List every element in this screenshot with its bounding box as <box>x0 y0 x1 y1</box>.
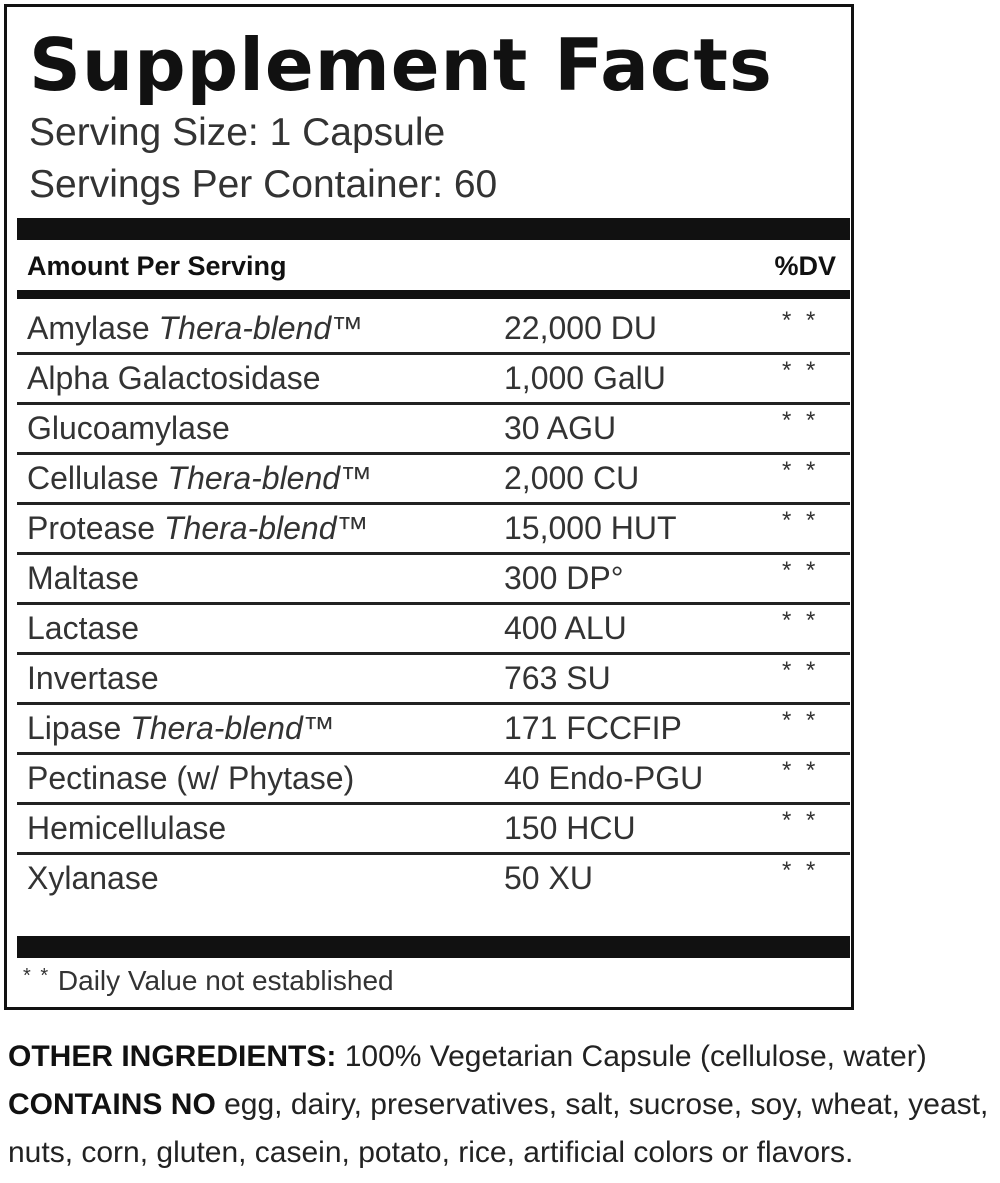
ingredient-name <box>27 510 369 547</box>
table-row <box>17 755 850 805</box>
ingredient-name-text: Invertase <box>27 660 159 696</box>
ingredient-name <box>27 610 139 647</box>
ingredient-blend: Thera-blend™ <box>167 460 373 496</box>
contains-no-label: CONTAINS NO <box>8 1088 216 1121</box>
ingredient-dv: * * <box>782 357 820 384</box>
header-divider-bar <box>17 290 850 299</box>
table-row <box>17 705 850 755</box>
ingredient-amount: 2,000 CU <box>504 460 640 496</box>
ingredient-table <box>17 305 850 905</box>
table-row <box>17 655 850 705</box>
ingredient-name-text: Lipase <box>27 710 122 746</box>
ingredient-statement <box>8 1033 998 1177</box>
other-ingredients-label: OTHER INGREDIENTS: <box>8 1040 337 1073</box>
ingredient-amount: 50 XU <box>504 860 593 896</box>
ingredient-name-text: Xylanase <box>27 860 159 896</box>
footnote-stars: * * <box>23 965 51 987</box>
table-row <box>17 505 850 555</box>
ingredient-name <box>27 810 226 847</box>
ingredient-blend: Thera-blend™ <box>130 710 335 746</box>
ingredient-amount: 763 SU <box>504 660 611 696</box>
table-row <box>17 305 850 355</box>
footnote <box>23 965 394 997</box>
ingredient-amount: 1,000 GalU <box>504 360 666 396</box>
other-ingredients <box>8 1033 998 1081</box>
ingredient-dv: * * <box>782 307 820 334</box>
ingredient-name <box>27 410 230 447</box>
ingredient-dv: * * <box>782 857 820 884</box>
ingredient-dv: * * <box>782 707 820 734</box>
ingredient-name <box>27 660 159 697</box>
top-divider-bar <box>17 218 850 240</box>
ingredient-blend: Thera-blend™ <box>158 310 364 346</box>
ingredient-amount: 400 ALU <box>504 610 627 646</box>
ingredient-amount: 150 HCU <box>504 810 636 846</box>
ingredient-name <box>27 860 159 897</box>
ingredient-name <box>27 310 363 347</box>
ingredient-dv: * * <box>782 607 820 634</box>
ingredient-name-text: Lactase <box>27 610 140 646</box>
ingredient-dv: * * <box>782 557 820 584</box>
table-row <box>17 855 850 905</box>
table-row <box>17 605 850 655</box>
ingredient-name-text: Glucoamylase <box>27 410 230 446</box>
ingredient-dv: * * <box>782 757 820 784</box>
table-row <box>17 405 850 455</box>
ingredient-dv: * * <box>782 507 820 534</box>
ingredient-name-text: Amylase <box>27 310 150 346</box>
contains-no <box>8 1081 998 1177</box>
ingredient-dv: * * <box>782 457 820 484</box>
ingredient-blend: Thera-blend™ <box>163 510 369 546</box>
ingredient-name <box>27 460 372 497</box>
ingredient-name-text: Hemicellulase <box>27 810 227 846</box>
table-row <box>17 555 850 605</box>
ingredient-amount: 15,000 HUT <box>504 510 677 546</box>
ingredient-name <box>27 560 139 597</box>
ingredient-name-text: Maltase <box>27 560 140 596</box>
bottom-divider-bar <box>17 936 850 958</box>
serving-size: Serving Size: 1 Capsule <box>29 111 446 154</box>
ingredient-amount: 171 FCCFIP <box>504 710 682 746</box>
ingredient-name-text: Alpha Galactosidase <box>27 360 321 396</box>
dv-label: %DV <box>774 251 836 281</box>
table-row <box>17 805 850 855</box>
servings-per-container: Servings Per Container: 60 <box>29 163 498 206</box>
footnote-text: Daily Value not established <box>57 965 394 996</box>
ingredient-amount: 40 Endo-PGU <box>504 760 704 796</box>
ingredient-name-text: Protease <box>27 510 156 546</box>
ingredient-amount: 22,000 DU <box>504 310 657 346</box>
ingredient-name-text: Pectinase (w/ Phytase) <box>27 760 355 796</box>
table-row <box>17 455 850 505</box>
ingredient-dv: * * <box>782 657 820 684</box>
ingredient-name <box>27 760 354 797</box>
ingredient-dv: * * <box>782 807 820 834</box>
ingredient-name <box>27 360 321 397</box>
table-row <box>17 355 850 405</box>
ingredient-amount: 300 DP° <box>504 560 624 596</box>
supplement-facts-panel <box>4 4 854 1010</box>
panel-title: Supplement Facts <box>29 23 773 107</box>
amount-per-serving-label: Amount Per Serving <box>27 251 287 281</box>
table-header <box>17 247 850 287</box>
contains-no-text: egg, dairy, preservatives, salt, sucrose, soy, wheat, yeast, nuts, corn, gluten, casein, potato, rice, artificial colors or flavors. <box>8 1088 989 1169</box>
ingredient-name <box>27 710 335 747</box>
other-ingredients-text: 100% Vegetarian Capsule (cellulose, water) <box>336 1040 927 1073</box>
ingredient-dv: * * <box>782 407 820 434</box>
ingredient-amount: 30 AGU <box>504 410 617 446</box>
ingredient-name-text: Cellulase <box>27 460 159 496</box>
